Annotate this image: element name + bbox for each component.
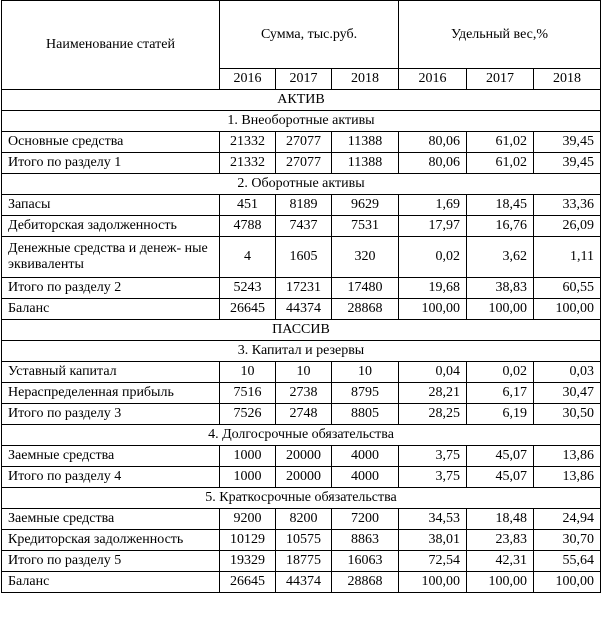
weight-cell: 80,06 bbox=[399, 153, 467, 174]
sum-cell: 8805 bbox=[332, 404, 399, 425]
weight-cell: 28,21 bbox=[399, 383, 467, 404]
sum-cell: 28868 bbox=[332, 299, 399, 320]
weight-cell: 34,53 bbox=[399, 509, 467, 530]
sum-cell: 11388 bbox=[332, 132, 399, 153]
weight-cell: 61,02 bbox=[467, 132, 534, 153]
sum-cell: 2748 bbox=[276, 404, 332, 425]
weight-cell: 16,76 bbox=[467, 216, 534, 237]
header-year-sum-2016: 2016 bbox=[220, 69, 276, 90]
header-sum-group: Сумма, тыс.руб. bbox=[220, 1, 399, 69]
section-row bbox=[2, 341, 601, 362]
weight-cell: 23,83 bbox=[467, 530, 534, 551]
weight-cell: 18,45 bbox=[467, 195, 534, 216]
section-heading: 5. Краткосрочные обязательства bbox=[2, 488, 601, 509]
table-row bbox=[2, 299, 601, 320]
weight-cell: 60,55 bbox=[534, 278, 601, 299]
sum-cell: 7200 bbox=[332, 509, 399, 530]
sum-cell: 7531 bbox=[332, 216, 399, 237]
sum-cell: 8189 bbox=[276, 195, 332, 216]
section-row bbox=[2, 425, 601, 446]
section-row bbox=[2, 90, 601, 111]
sum-cell: 27077 bbox=[276, 153, 332, 174]
table-row bbox=[2, 383, 601, 404]
sum-cell: 10 bbox=[332, 362, 399, 383]
sum-cell: 8200 bbox=[276, 509, 332, 530]
sum-cell: 10 bbox=[220, 362, 276, 383]
weight-cell: 0,02 bbox=[467, 362, 534, 383]
row-name: Нераспределенная прибыль bbox=[2, 383, 220, 404]
sum-cell: 8795 bbox=[332, 383, 399, 404]
table-row bbox=[2, 278, 601, 299]
weight-cell: 24,94 bbox=[534, 509, 601, 530]
sum-cell: 8863 bbox=[332, 530, 399, 551]
weight-cell: 100,00 bbox=[534, 299, 601, 320]
sum-cell: 27077 bbox=[276, 132, 332, 153]
row-name: Заемные средства bbox=[2, 509, 220, 530]
sum-cell: 11388 bbox=[332, 153, 399, 174]
header-name-column: Наименование статей bbox=[2, 1, 220, 90]
sum-cell: 19329 bbox=[220, 551, 276, 572]
sum-cell: 7516 bbox=[220, 383, 276, 404]
weight-cell: 39,45 bbox=[534, 153, 601, 174]
weight-cell: 33,36 bbox=[534, 195, 601, 216]
header-weight-group: Удельный вес,% bbox=[399, 1, 601, 69]
sum-cell: 10 bbox=[276, 362, 332, 383]
weight-cell: 3,75 bbox=[399, 446, 467, 467]
weight-cell: 45,07 bbox=[467, 467, 534, 488]
weight-cell: 3,62 bbox=[467, 237, 534, 278]
header-year-sum-2017: 2017 bbox=[276, 69, 332, 90]
section-heading: АКТИВ bbox=[2, 90, 601, 111]
sum-cell: 26645 bbox=[220, 299, 276, 320]
sum-cell: 4788 bbox=[220, 216, 276, 237]
table-row bbox=[2, 132, 601, 153]
weight-cell: 0,02 bbox=[399, 237, 467, 278]
section-heading: 3. Капитал и резервы bbox=[2, 341, 601, 362]
weight-cell: 6,17 bbox=[467, 383, 534, 404]
sum-cell: 320 bbox=[332, 237, 399, 278]
row-name: Основные средства bbox=[2, 132, 220, 153]
weight-cell: 80,06 bbox=[399, 132, 467, 153]
weight-cell: 55,64 bbox=[534, 551, 601, 572]
sum-cell: 18775 bbox=[276, 551, 332, 572]
table-row bbox=[2, 551, 601, 572]
sum-cell: 7526 bbox=[220, 404, 276, 425]
header-year-weight-2016: 2016 bbox=[399, 69, 467, 90]
table-header bbox=[2, 1, 601, 90]
weight-cell: 13,86 bbox=[534, 467, 601, 488]
table-row bbox=[2, 404, 601, 425]
weight-cell: 30,47 bbox=[534, 383, 601, 404]
weight-cell: 0,03 bbox=[534, 362, 601, 383]
sum-cell: 7437 bbox=[276, 216, 332, 237]
row-name: Итого по разделу 2 bbox=[2, 278, 220, 299]
sum-cell: 1000 bbox=[220, 467, 276, 488]
section-heading: 1. Внеоборотные активы bbox=[2, 111, 601, 132]
sum-cell: 4 bbox=[220, 237, 276, 278]
weight-cell: 39,45 bbox=[534, 132, 601, 153]
section-row bbox=[2, 320, 601, 341]
weight-cell: 3,75 bbox=[399, 467, 467, 488]
weight-cell: 19,68 bbox=[399, 278, 467, 299]
row-name: Запасы bbox=[2, 195, 220, 216]
weight-cell: 38,01 bbox=[399, 530, 467, 551]
table-row bbox=[2, 362, 601, 383]
weight-cell: 100,00 bbox=[399, 299, 467, 320]
sum-cell: 10129 bbox=[220, 530, 276, 551]
weight-cell: 100,00 bbox=[399, 572, 467, 593]
header-year-weight-2018: 2018 bbox=[534, 69, 601, 90]
weight-cell: 61,02 bbox=[467, 153, 534, 174]
sum-cell: 16063 bbox=[332, 551, 399, 572]
table-row bbox=[2, 153, 601, 174]
row-name: Итого по разделу 5 bbox=[2, 551, 220, 572]
weight-cell: 28,25 bbox=[399, 404, 467, 425]
weight-cell: 30,70 bbox=[534, 530, 601, 551]
weight-cell: 42,31 bbox=[467, 551, 534, 572]
weight-cell: 1,11 bbox=[534, 237, 601, 278]
weight-cell: 100,00 bbox=[467, 299, 534, 320]
row-name: Дебиторская задолженность bbox=[2, 216, 220, 237]
section-row bbox=[2, 174, 601, 195]
row-name: Баланс bbox=[2, 299, 220, 320]
row-name: Уставный капитал bbox=[2, 362, 220, 383]
weight-cell: 30,50 bbox=[534, 404, 601, 425]
sum-cell: 1000 bbox=[220, 446, 276, 467]
sum-cell: 4000 bbox=[332, 467, 399, 488]
section-heading: 4. Долгосрочные обязательства bbox=[2, 425, 601, 446]
weight-cell: 45,07 bbox=[467, 446, 534, 467]
sum-cell: 9200 bbox=[220, 509, 276, 530]
weight-cell: 100,00 bbox=[467, 572, 534, 593]
sum-cell: 26645 bbox=[220, 572, 276, 593]
section-heading: 2. Оборотные активы bbox=[2, 174, 601, 195]
weight-cell: 26,09 bbox=[534, 216, 601, 237]
table-row bbox=[2, 195, 601, 216]
weight-cell: 13,86 bbox=[534, 446, 601, 467]
section-heading: ПАССИВ bbox=[2, 320, 601, 341]
row-name: Заемные средства bbox=[2, 446, 220, 467]
table-row bbox=[2, 530, 601, 551]
table-row bbox=[2, 446, 601, 467]
sum-cell: 2738 bbox=[276, 383, 332, 404]
row-name: Итого по разделу 4 bbox=[2, 467, 220, 488]
weight-cell: 1,69 bbox=[399, 195, 467, 216]
table-row bbox=[2, 237, 601, 278]
sum-cell: 1605 bbox=[276, 237, 332, 278]
sum-cell: 9629 bbox=[332, 195, 399, 216]
weight-cell: 0,04 bbox=[399, 362, 467, 383]
table-body bbox=[2, 90, 601, 593]
table-row bbox=[2, 509, 601, 530]
sum-cell: 28868 bbox=[332, 572, 399, 593]
section-row bbox=[2, 111, 601, 132]
sum-cell: 17480 bbox=[332, 278, 399, 299]
row-name: Итого по разделу 3 bbox=[2, 404, 220, 425]
row-name: Кредиторская задолженность bbox=[2, 530, 220, 551]
table-row bbox=[2, 216, 601, 237]
weight-cell: 38,83 bbox=[467, 278, 534, 299]
sum-cell: 10575 bbox=[276, 530, 332, 551]
sum-cell: 451 bbox=[220, 195, 276, 216]
sum-cell: 44374 bbox=[276, 299, 332, 320]
sum-cell: 21332 bbox=[220, 153, 276, 174]
weight-cell: 17,97 bbox=[399, 216, 467, 237]
sum-cell: 21332 bbox=[220, 132, 276, 153]
row-name: Итого по разделу 1 bbox=[2, 153, 220, 174]
sum-cell: 17231 bbox=[276, 278, 332, 299]
table-row bbox=[2, 572, 601, 593]
weight-cell: 72,54 bbox=[399, 551, 467, 572]
section-row bbox=[2, 488, 601, 509]
sum-cell: 44374 bbox=[276, 572, 332, 593]
header-year-weight-2017: 2017 bbox=[467, 69, 534, 90]
weight-cell: 100,00 bbox=[534, 572, 601, 593]
row-name: Денежные средства и денеж- ные эквиваленты bbox=[2, 237, 220, 278]
balance-table bbox=[1, 0, 601, 593]
sum-cell: 20000 bbox=[276, 467, 332, 488]
header-year-sum-2018: 2018 bbox=[332, 69, 399, 90]
weight-cell: 18,48 bbox=[467, 509, 534, 530]
sum-cell: 4000 bbox=[332, 446, 399, 467]
sum-cell: 20000 bbox=[276, 446, 332, 467]
table-row bbox=[2, 467, 601, 488]
weight-cell: 6,19 bbox=[467, 404, 534, 425]
sum-cell: 5243 bbox=[220, 278, 276, 299]
row-name: Баланс bbox=[2, 572, 220, 593]
